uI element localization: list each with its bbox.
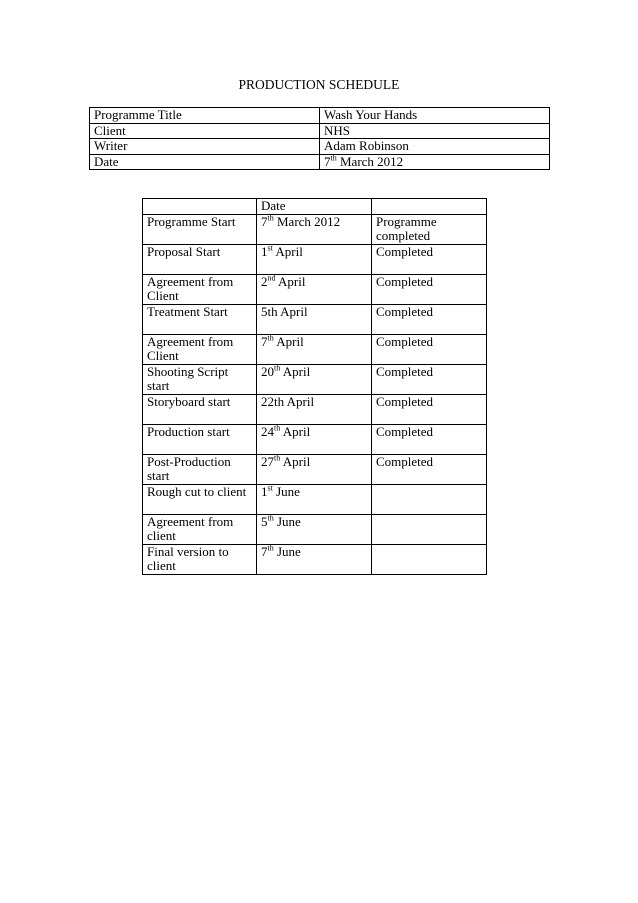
status-cell: Completed <box>372 244 487 274</box>
date-number: 1 <box>261 484 268 499</box>
date-ordinal: th <box>274 364 281 373</box>
date-cell <box>257 394 372 424</box>
stage-cell: Final version to client <box>143 544 257 574</box>
info-label: Date <box>90 154 320 170</box>
info-row-programme-title <box>90 108 550 124</box>
date-rest: April <box>272 244 303 259</box>
date-ordinal: nd <box>267 274 276 283</box>
date-number: 5 <box>261 514 268 529</box>
date-rest: April <box>280 454 311 469</box>
schedule-row <box>143 364 487 394</box>
schedule-row <box>143 394 487 424</box>
schedule-row <box>143 274 487 304</box>
status-cell: Programme completed <box>372 214 487 244</box>
schedule-row <box>143 244 487 274</box>
date-rest: April <box>280 364 311 379</box>
info-label: Client <box>90 123 320 139</box>
schedule-row <box>143 484 487 514</box>
schedule-row <box>143 544 487 574</box>
stage-cell: Production start <box>143 424 257 454</box>
status-cell: Completed <box>372 454 487 484</box>
date-cell <box>257 484 372 514</box>
stage-cell: Storyboard start <box>143 394 257 424</box>
info-label: Programme Title <box>90 108 320 124</box>
date-number: 7 <box>261 544 268 559</box>
date-number: 2 <box>261 274 268 289</box>
date-ordinal: th <box>267 514 274 523</box>
stage-cell: Agreement from client <box>143 514 257 544</box>
status-cell: Completed <box>372 304 487 334</box>
status-cell <box>372 544 487 574</box>
status-cell: Completed <box>372 334 487 364</box>
status-cell <box>372 484 487 514</box>
status-cell: Completed <box>372 274 487 304</box>
date-cell <box>257 214 372 244</box>
header-date: Date <box>257 199 372 215</box>
date-rest: April <box>275 274 306 289</box>
status-cell: Completed <box>372 364 487 394</box>
date-number: 7 <box>261 334 268 349</box>
date-ordinal: th <box>330 154 337 163</box>
info-value: Wash Your Hands <box>320 108 550 124</box>
date-rest: March 2012 <box>273 214 341 229</box>
stage-cell: Programme Start <box>143 214 257 244</box>
stage-cell: Agreement from Client <box>143 274 257 304</box>
date-cell <box>257 364 372 394</box>
date-cell <box>257 244 372 274</box>
schedule-table <box>142 198 487 575</box>
date-ordinal: th <box>274 454 281 463</box>
date-cell <box>257 304 372 334</box>
info-value: NHS <box>320 123 550 139</box>
stage-cell: Rough cut to client <box>143 484 257 514</box>
date-cell <box>257 544 372 574</box>
date-number: 7 <box>261 214 268 229</box>
date-number: 5th April <box>261 304 308 319</box>
date-rest: April <box>273 334 304 349</box>
date-ordinal: th <box>274 424 281 433</box>
schedule-row <box>143 424 487 454</box>
date-rest: June <box>273 514 301 529</box>
header-status <box>372 199 487 215</box>
date-rest: April <box>280 424 311 439</box>
programme-info-table <box>89 107 550 170</box>
info-row-date <box>90 154 550 170</box>
stage-cell: Agreement from Client <box>143 334 257 364</box>
date-rest: June <box>272 484 300 499</box>
date-number: 22th April <box>261 394 315 409</box>
date-rest: June <box>273 544 301 559</box>
info-value <box>320 154 550 170</box>
schedule-row <box>143 304 487 334</box>
schedule-row <box>143 454 487 484</box>
date-ordinal: st <box>267 484 273 493</box>
date-number: 7 <box>324 154 331 169</box>
stage-cell: Shooting Script start <box>143 364 257 394</box>
status-cell: Completed <box>372 394 487 424</box>
header-stage <box>143 199 257 215</box>
info-value: Adam Robinson <box>320 139 550 155</box>
stage-cell: Post-Production start <box>143 454 257 484</box>
schedule-row <box>143 334 487 364</box>
info-row-writer <box>90 139 550 155</box>
date-rest: March 2012 <box>336 154 404 169</box>
date-number: 1 <box>261 244 268 259</box>
date-cell <box>257 274 372 304</box>
document-title: PRODUCTION SCHEDULE <box>238 77 400 92</box>
date-ordinal: th <box>267 214 274 223</box>
date-number: 27 <box>261 454 274 469</box>
date-cell <box>257 454 372 484</box>
date-cell <box>257 424 372 454</box>
schedule-row <box>143 514 487 544</box>
info-row-client <box>90 123 550 139</box>
stage-cell: Proposal Start <box>143 244 257 274</box>
schedule-header-row <box>143 199 487 215</box>
schedule-row <box>143 214 487 244</box>
date-ordinal: th <box>267 544 274 553</box>
date-ordinal: th <box>267 334 274 343</box>
date-cell <box>257 514 372 544</box>
date-number: 24 <box>261 424 274 439</box>
info-label: Writer <box>90 139 320 155</box>
stage-cell: Treatment Start <box>143 304 257 334</box>
status-cell: Completed <box>372 424 487 454</box>
date-number: 20 <box>261 364 274 379</box>
date-ordinal: st <box>267 244 273 253</box>
date-cell <box>257 334 372 364</box>
status-cell <box>372 514 487 544</box>
